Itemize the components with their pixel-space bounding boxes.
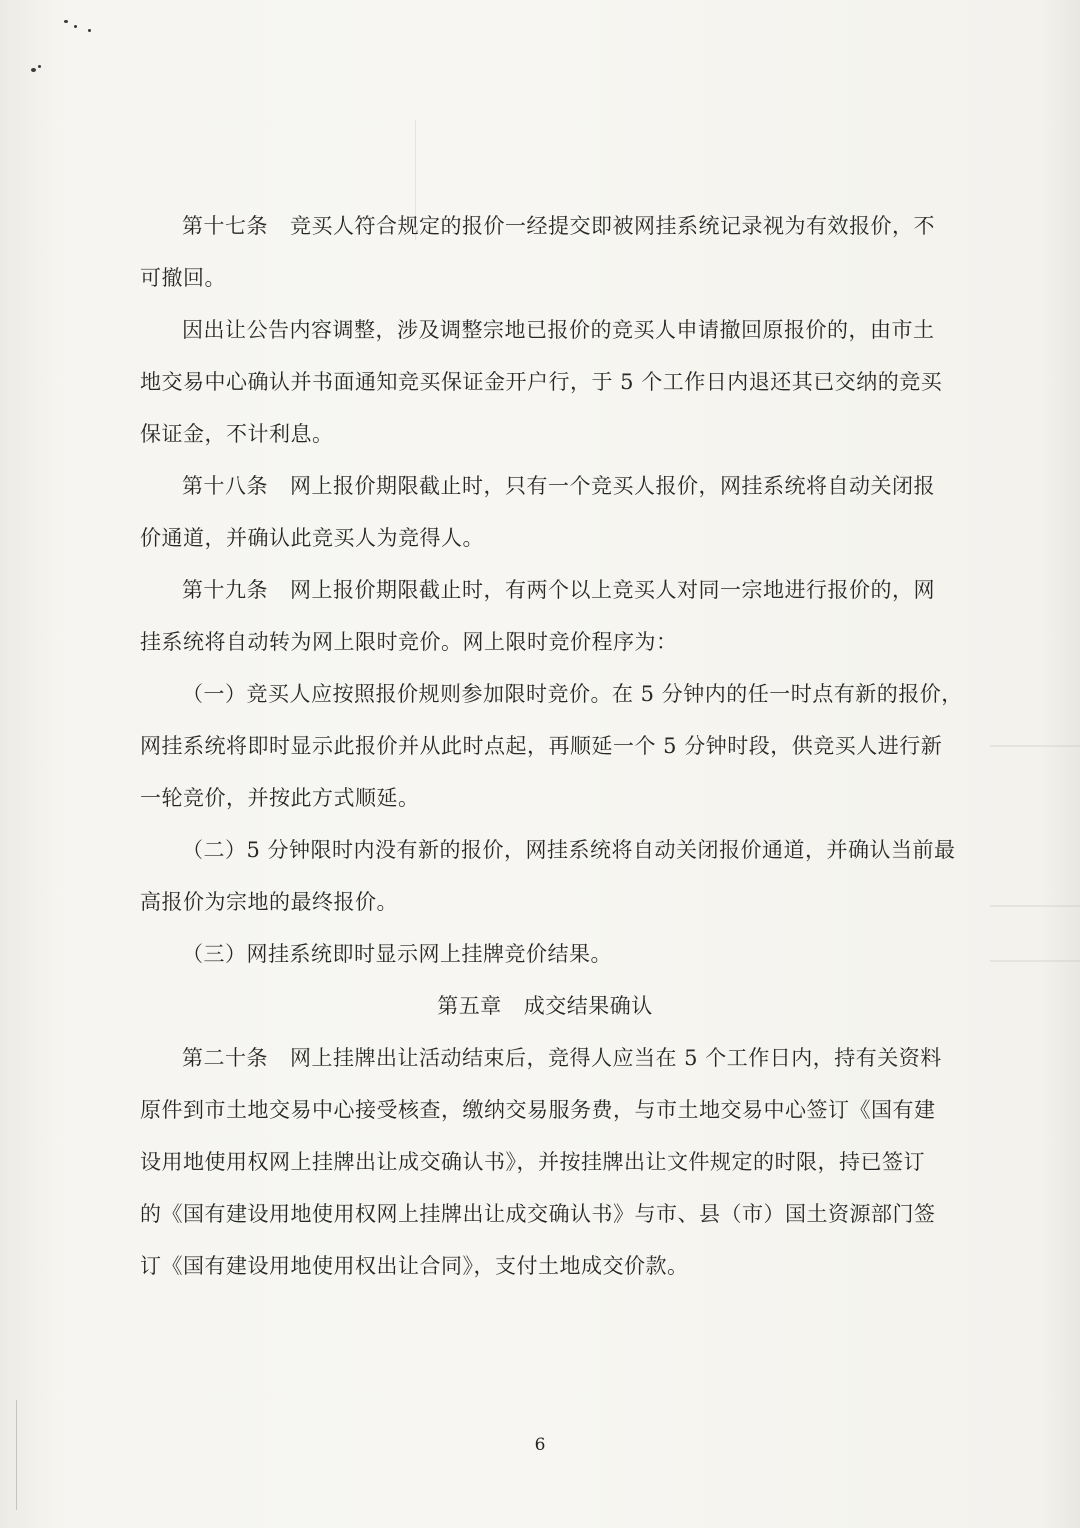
article-number: 第十九条 [182,578,268,602]
text-line: 原件到市土地交易中心接受核查，缴纳交易服务费，与市土地交易中心签订《国有建 [140,1098,936,1122]
page-number: 6 [534,1435,546,1455]
scan-speck [88,29,91,32]
scan-speck [31,68,36,72]
text-line: 设用地使用权网上挂牌出让成交确认书》，并按挂牌出让文件规定的时限，持已签订 [140,1150,925,1174]
scan-edge-line [16,1400,17,1510]
article-number: 第十七条 [182,214,268,238]
text-line: （二）5 分钟限时内没有新的报价，网挂系统将自动关闭报价通道，并确认当前最 [182,838,956,862]
article-text: 网上报价期限截止时，有两个以上竞买人对同一宗地进行报价的，网 [290,578,935,602]
article-19-heading-line [140,564,940,616]
bleed-through [990,745,1080,747]
bleed-through [990,905,1080,907]
text-line: 挂系统将自动转为网上限时竞价。网上限时竞价程序为： [140,630,678,654]
scan-speck [38,65,41,68]
scan-speck [74,25,77,28]
document-body [140,200,963,1292]
article-number: 第二十条 [182,1046,268,1070]
text-line: 地交易中心确认并书面通知竞买保证金开户行，于 5 个工作日内退还其已交纳的竞买 [140,370,943,394]
article-text: 竞买人符合规定的报价一经提交即被网挂系统记录视为有效报价，不 [290,214,935,238]
text-line: 一轮竞价，并按此方式顺延。 [140,786,420,810]
text-line: 订《国有建设用地使用权出让合同》，支付土地成交价款。 [140,1254,689,1278]
scan-speck [64,20,68,23]
text-line: 的《国有建设用地使用权网上挂牌出让成交确认书》与市、县（市）国土资源部门签 [140,1202,936,1226]
article-text: 网上挂牌出让活动结束后，竞得人应当在 5 个工作日内，持有关资料 [290,1046,942,1070]
bleed-through [990,960,1080,962]
text-line: （三）网挂系统即时显示网上挂牌竞价结果。 [182,942,612,966]
text-line: 可撤回。 [140,266,226,290]
text-line: 价通道，并确认此竞买人为竞得人。 [140,526,484,550]
text-line: 因出让公告内容调整，涉及调整宗地已报价的竞买人申请撤回原报价的，由市土 [182,318,935,342]
chapter-name: 成交结果确认 [523,994,653,1018]
text-line: 网挂系统将即时显示此报价并从此时点起，再顺延一个 5 分钟时段，供竞买人进行新 [140,734,943,758]
chapter-number: 第五章 [437,994,502,1018]
article-text: 网上报价期限截止时，只有一个竞买人报价，网挂系统将自动关闭报 [290,474,935,498]
article-18-heading-line [140,460,940,512]
chapter-title [140,980,940,1032]
article-20-heading-line [140,1032,940,1084]
text-line: （一）竞买人应按照报价规则参加限时竞价。在 5 分钟内的任一时点有新的报价， [182,682,963,706]
article-number: 第十八条 [182,474,268,498]
text-line: 高报价为宗地的最终报价。 [140,890,398,914]
article-17-heading-line [140,200,940,252]
text-line: 保证金，不计利息。 [140,422,334,446]
